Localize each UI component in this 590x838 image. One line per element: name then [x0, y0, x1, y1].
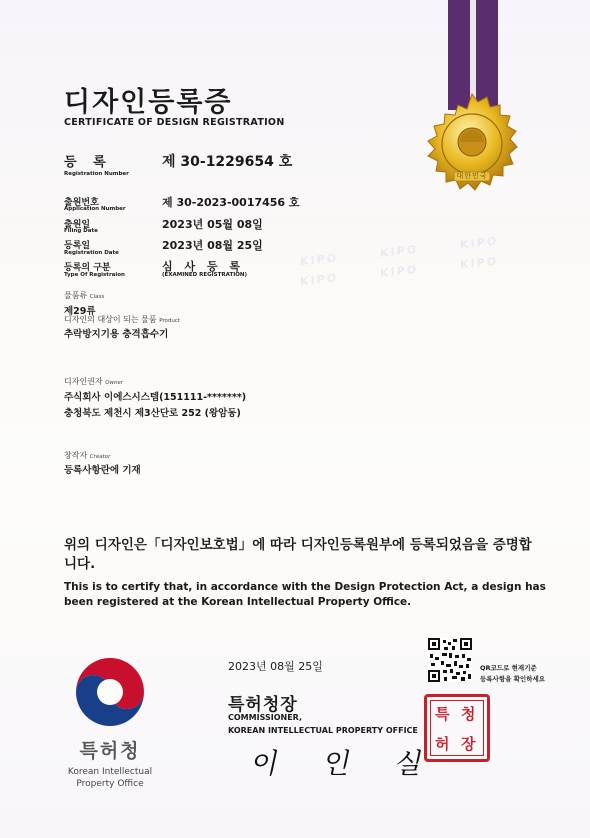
- watermark-text: KIPO: [380, 242, 419, 260]
- owner-name: 주식회사 이에스시스템(151111-*******): [64, 392, 247, 403]
- reg-type-value-sub: (EXAMINED REGISTRATION): [162, 272, 248, 278]
- title-english: CERTIFICATE OF DESIGN REGISTRATION: [64, 117, 285, 128]
- reg-type-label: 등록의 구분: [64, 263, 111, 273]
- product-label: [64, 314, 180, 325]
- watermark-text: KIPO: [460, 234, 499, 252]
- gold-medal: [416, 92, 528, 204]
- issue-date: 2023년 08월 25일: [228, 660, 323, 673]
- class-label-ko: 물품류: [64, 291, 88, 300]
- registration-label: 등 록: [64, 155, 112, 170]
- office-name-en-1: Korean Intellectual: [67, 767, 153, 777]
- watermark-text: KIPO: [460, 254, 499, 272]
- product-label-en: Product: [159, 318, 181, 324]
- statement-english: This is to certify that, in accordance with the Design Protection Act, a design has been registered at the Korean Intellectual Property Office.: [64, 581, 546, 608]
- application-label: 출원번호: [64, 198, 99, 208]
- product-label-ko: 디자인의 대상이 되는 물품: [64, 315, 157, 324]
- kipo-logo: [72, 654, 148, 730]
- office-name-en-2: Property Office: [76, 779, 144, 789]
- owner-label-en: Owner: [105, 380, 124, 386]
- creator-label: [64, 450, 110, 461]
- owner-label-ko: 디자인권자: [64, 377, 103, 386]
- signature: 이 인 실: [248, 747, 445, 780]
- medal-text: 대한민국: [456, 172, 488, 180]
- owner-address: 충청북도 제천시 제3산단로 252 (왕암동): [64, 408, 241, 419]
- reg-date-value: 2023년 08월 25일: [162, 239, 263, 252]
- filing-value: 2023년 05월 08일: [162, 218, 263, 231]
- qr-code: [428, 638, 472, 682]
- reg-type-value: 심 사 등 록: [162, 260, 244, 273]
- official-seal: 특 청 허 장: [424, 694, 490, 762]
- statement-korean: 위의 디자인은「디자인보호법」에 따라 디자인등록원부에 등록되었음을 증명합니다.: [64, 537, 532, 572]
- class-label-en: Class: [89, 294, 105, 300]
- watermark-text: KIPO: [300, 271, 339, 289]
- application-sublabel: Application Number: [64, 206, 126, 212]
- filing-sublabel: Filing Date: [64, 228, 98, 234]
- owner-label: [64, 376, 123, 387]
- reg-date-label: 등록일: [64, 241, 91, 251]
- creator-value: 등록사항란에 기재: [64, 465, 141, 476]
- creator-label-en: Creator: [89, 454, 111, 460]
- registration-sublabel: Registration Number: [64, 171, 129, 177]
- office-name-ko: 특허청: [79, 740, 141, 762]
- commissioner-english-2: KOREAN INTELLECTUAL PROPERTY OFFICE: [228, 726, 418, 735]
- qr-note-1: QR코드로 현재기준: [480, 664, 537, 672]
- class-label: [64, 290, 104, 301]
- application-value: 제 30-2023-0017456 호: [162, 196, 300, 209]
- class-value: 제29류: [64, 306, 96, 317]
- filing-label: 출원일: [64, 220, 91, 230]
- registration-value: 제 30-1229654 호: [162, 154, 293, 170]
- commissioner-korean: 특허청장: [228, 695, 298, 715]
- creator-label-ko: 창작자: [64, 451, 88, 460]
- title-korean: 디자인등록증: [64, 87, 233, 118]
- commissioner-english-1: COMMISSIONER,: [228, 713, 303, 722]
- qr-note-2: 등록사항을 확인하세요: [480, 675, 546, 683]
- watermark-text: KIPO: [380, 262, 419, 280]
- watermark-text: KIPO: [300, 251, 339, 269]
- reg-type-sublabel: Type Of Registraion: [64, 272, 125, 278]
- product-value: 추락방지기용 충격흡수기: [64, 329, 169, 340]
- reg-date-sublabel: Registration Date: [64, 250, 119, 256]
